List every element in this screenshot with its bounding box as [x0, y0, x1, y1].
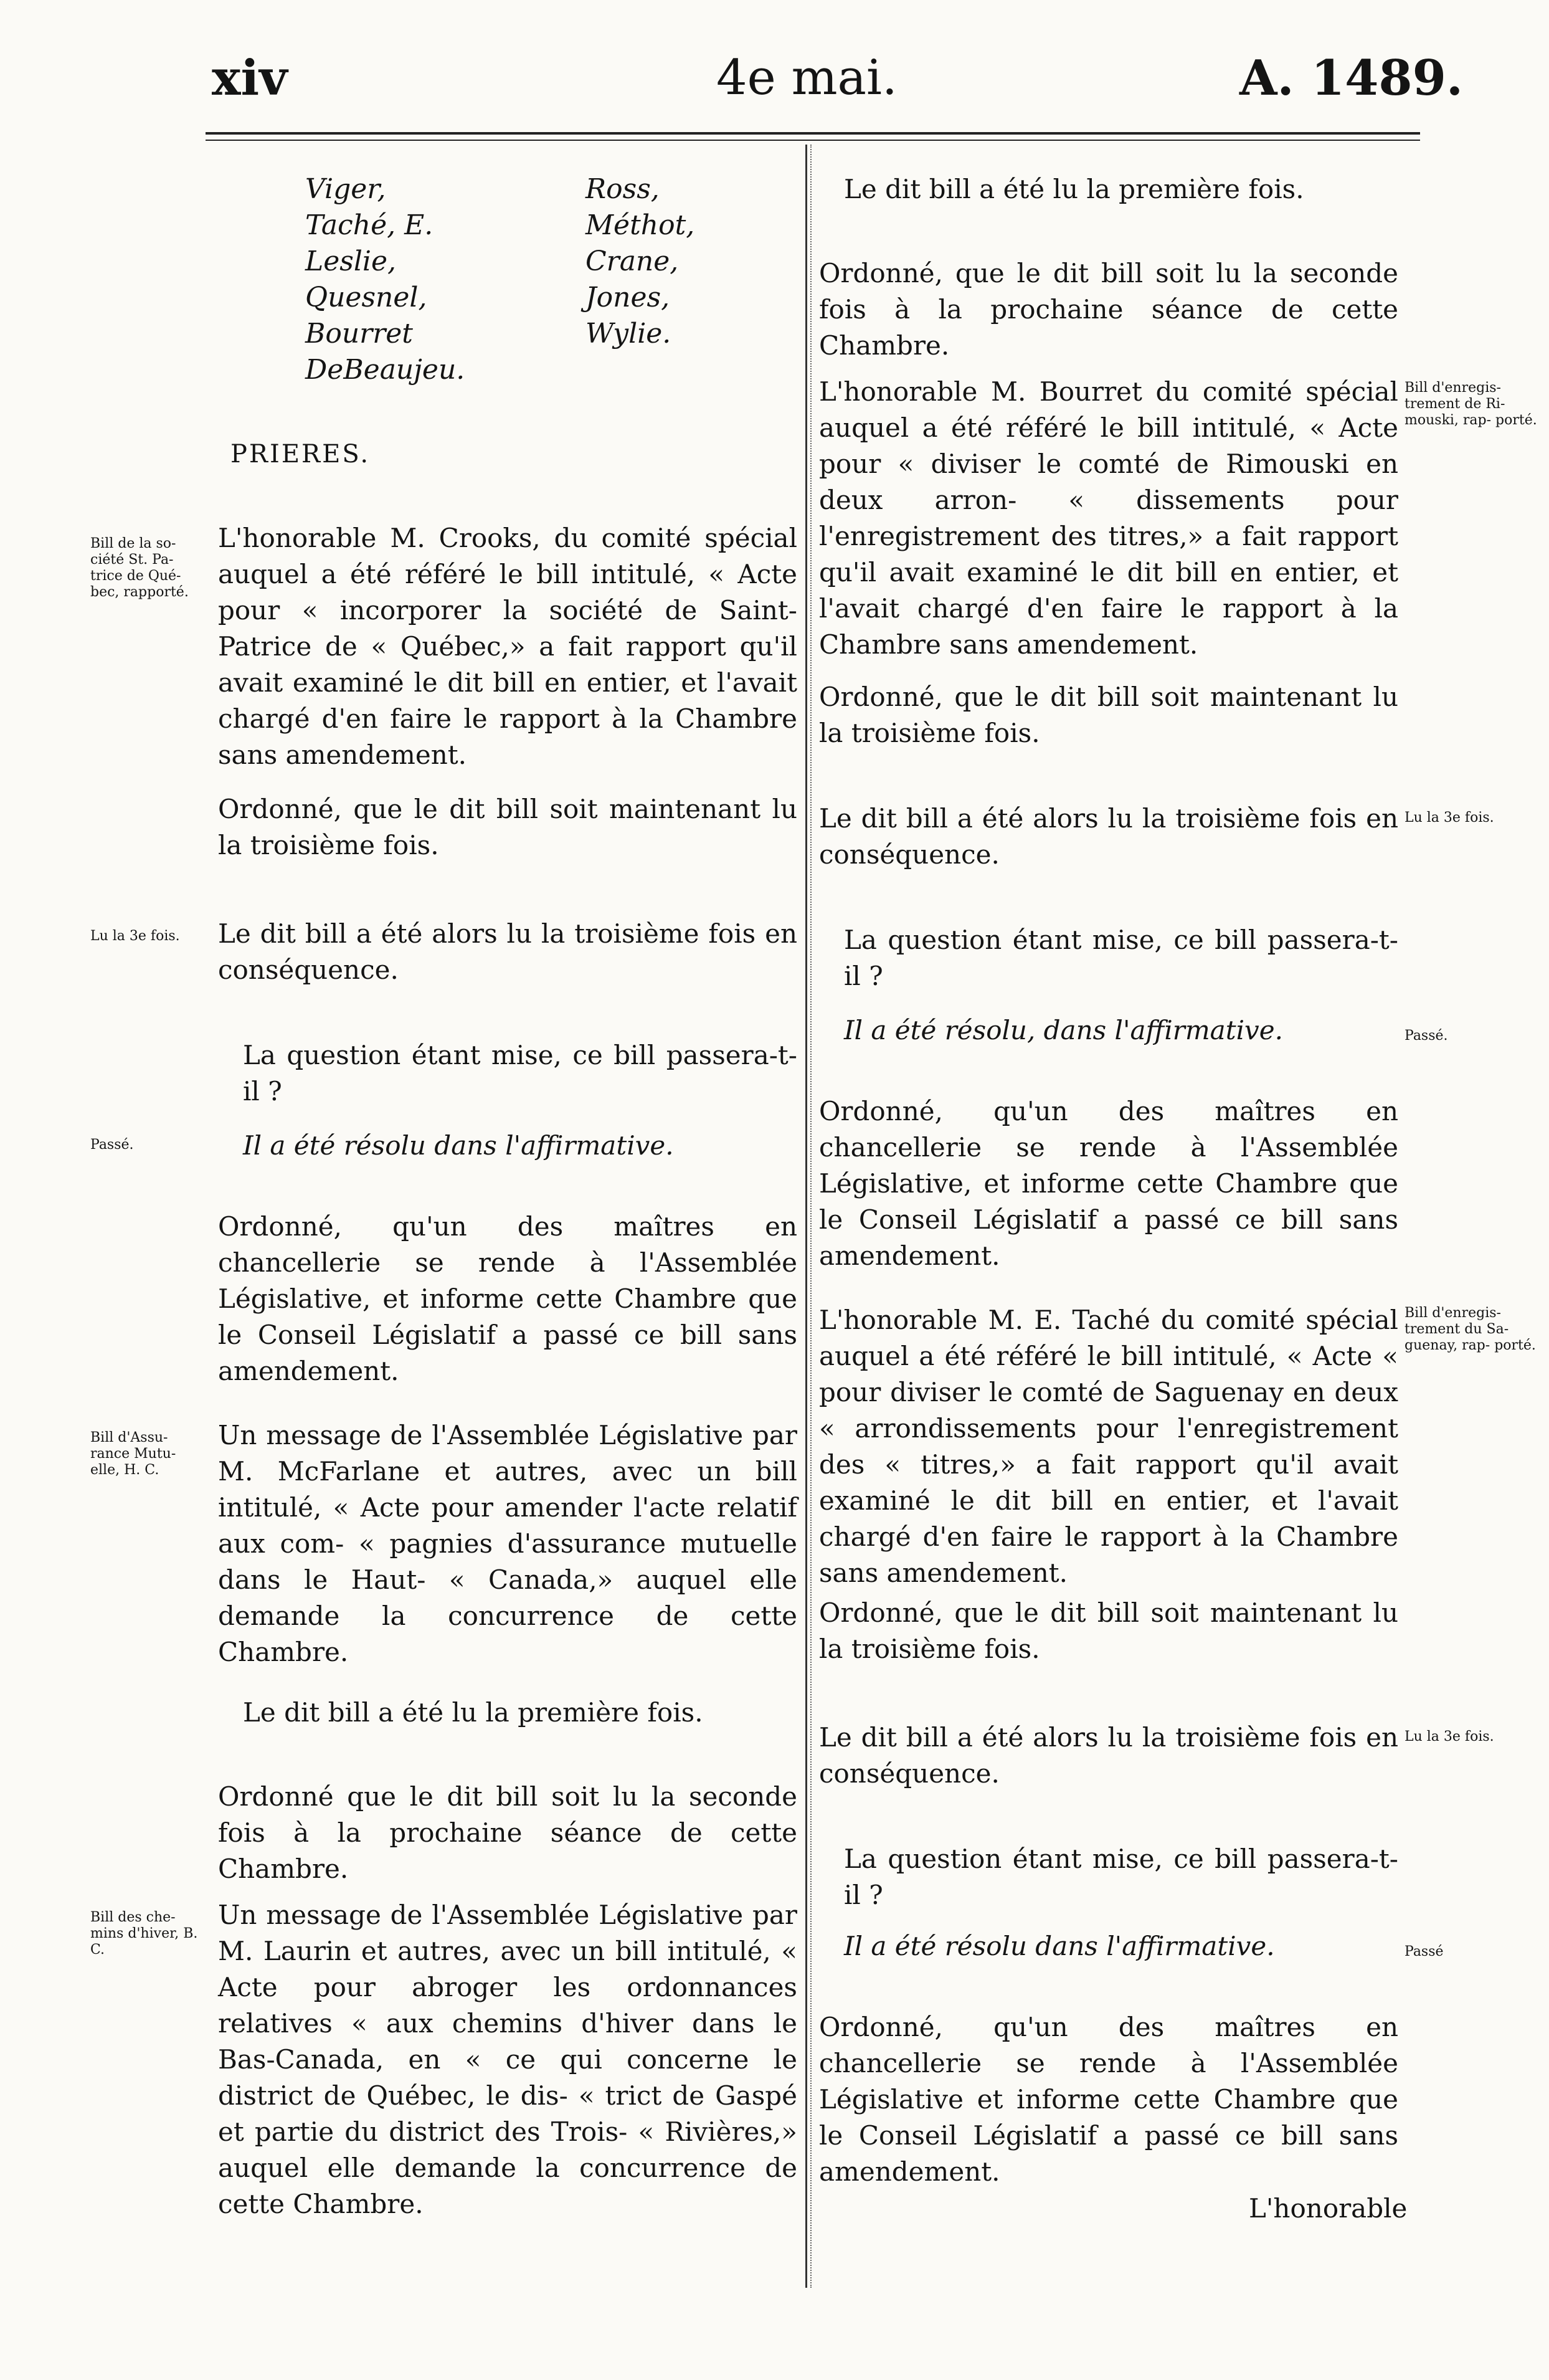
column-divider: [805, 145, 807, 2288]
paragraph: Ordonné, que le dit bill soit maintenant lu la troisième fois.: [819, 1597, 1398, 1664]
name-entry: Leslie,: [305, 245, 397, 277]
paragraph: La question étant mise, ce bill passera-t-il ?: [844, 925, 1398, 991]
paragraph: L'honorable M. Bourret du comité spécial auquel a été référé le bill intitulé, « Acte pour « diviser le comté de Rimouski en deux arron- « dissements pour l'enregistrement des titres,» a fait rapport qu'il avait examiné le dit bill en entier, et l'avait chargé d'en faire le rapport à la Chambre sans amendement.: [819, 376, 1398, 660]
paragraph: Ordonné que le dit bill soit lu la seconde fois à la prochaine séance de cette Chambre.: [218, 1781, 797, 1884]
column-divider-dotted: [810, 145, 812, 2288]
name-entry: DeBeaujeu.: [305, 354, 465, 386]
margin-note: Lu la 3e fois.: [1405, 1729, 1494, 1745]
name-entry: Wylie.: [585, 318, 671, 350]
paragraph: Ordonné, que le dit bill soit lu la seconde fois à la prochaine séance de cette Chambre.: [819, 258, 1398, 361]
name-entry: Ross,: [585, 173, 660, 205]
paragraph: L'honorable M. Crooks, du comité spécial auquel a été référé le bill intitulé, « Acte pour « incorporer la société de Saint-Patrice de « Québec,» a fait rapport qu'il avait examiné le dit bill en entier, et l'avait chargé d'en faire le rapport à la Chambre sans amendement.: [218, 523, 797, 770]
margin-note: Lu la 3e fois.: [90, 928, 180, 944]
paragraph: Le dit bill a été lu la première fois.: [844, 174, 1304, 204]
name-entry: Crane,: [585, 245, 679, 277]
paragraph: Le dit bill a été lu la première fois.: [243, 1697, 703, 1728]
name-entry: Méthot,: [585, 209, 695, 241]
paragraph: Ordonné, qu'un des maîtres en chancellerie se rende à l'Assemblée Législative, et informe cette Chambre que le Conseil Législatif a passé ce bill sans amendement.: [218, 1211, 797, 1386]
paragraph: Le dit bill a été alors lu la troisième fois en conséquence.: [819, 803, 1398, 870]
paragraph: Un message de l'Assemblée Législative par M. Laurin et autres, avec un bill intitulé, « Acte pour abroger les ordonnances relatives « aux chemins d'hiver dans le Bas-Canada, en « ce qui concerne le district de Québec, le dis- « trict de Gaspé et partie du district des Trois- « Rivières,» auquel elle demande la concurrence de cette Chambre.: [218, 1900, 797, 2219]
margin-note: Bill d'enregis- trement du Sa- guenay, rap- porté.: [1405, 1305, 1536, 1353]
paragraph: Le dit bill a été alors lu la troisième fois en conséquence.: [218, 918, 797, 985]
catchword: L'honorable: [1249, 2193, 1408, 2224]
margin-note: Passé.: [1405, 1028, 1448, 1044]
header-rule-thin: [206, 140, 1420, 141]
name-entry: Taché, E.: [305, 209, 433, 241]
name-entry: Jones,: [585, 282, 670, 313]
paragraph: L'honorable M. E. Taché du comité spécial auquel a été référé le bill intitulé, « Acte « pour diviser le comté de Saguenay en deux « arrondissements pour l'enregistrement des « titres,» a fait rapport qu'il avait examiné le dit bill en entier, et l'avait chargé d'en faire le rapport à la Chambre sans amendement.: [819, 1305, 1398, 1588]
paragraph: Le dit bill a été alors lu la troisième fois en conséquence.: [819, 1722, 1398, 1789]
margin-note: Lu la 3e fois.: [1405, 810, 1494, 826]
paragraph: Ordonné, qu'un des maîtres en chancellerie se rende à l'Assemblée Législative et informe cette Chambre que le Conseil Législatif a passé ce bill sans amendement.: [819, 2012, 1398, 2187]
page-number: xiv: [212, 50, 288, 107]
paragraph: Il a été résolu dans l'affirmative.: [243, 1130, 674, 1161]
page-header: [0, 37, 1549, 106]
margin-note: Bill des che- mins d'hiver, B. C.: [90, 1910, 198, 1958]
margin-note: Passé.: [90, 1137, 134, 1153]
margin-note: Bill d'Assu- rance Mutu- elle, H. C.: [90, 1430, 176, 1478]
page-date: 4e mai.: [716, 50, 898, 106]
margin-note: Bill de la so- ciété St. Pa- trice de Qué- bec, rapporté.: [90, 536, 189, 600]
paragraph: Ordonné, qu'un des maîtres en chancellerie se rende à l'Assemblée Législative, et informe cette Chambre que le Conseil Législatif a passé ce bill sans amendement.: [819, 1096, 1398, 1271]
paragraph: La question étant mise, ce bill passera-t-il ?: [844, 1844, 1398, 1910]
paragraph: Un message de l'Assemblée Législative par M. McFarlane et autres, avec un bill intitulé, « Acte pour amender l'acte relatif aux com- « pagnies d'assurance mutuelle dans le Haut- « Canada,» auquel elle demande la concurrence de cette Chambre.: [218, 1420, 797, 1667]
paragraph: Ordonné, que le dit bill soit maintenant lu la troisième fois.: [819, 682, 1398, 748]
header-rule: [206, 132, 1420, 135]
paragraph: La question étant mise, ce bill passera-t-il ?: [243, 1040, 797, 1107]
paragraph: Il a été résolu dans l'affirmative.: [844, 1931, 1275, 1961]
page-year: A. 1489.: [1239, 50, 1464, 107]
prayers-heading: PRIERES.: [230, 440, 371, 469]
name-entry: Quesnel,: [305, 282, 427, 313]
paragraph: Il a été résolu, dans l'affirmative.: [844, 1015, 1283, 1045]
name-entry: Viger,: [305, 173, 386, 205]
margin-note: Passé: [1405, 1944, 1444, 1959]
name-entry: Bourret: [305, 318, 413, 350]
margin-note: Bill d'enregis- trement de Ri- mouski, rap- porté.: [1405, 380, 1537, 428]
paragraph: Ordonné, que le dit bill soit maintenant lu la troisième fois.: [218, 794, 797, 860]
